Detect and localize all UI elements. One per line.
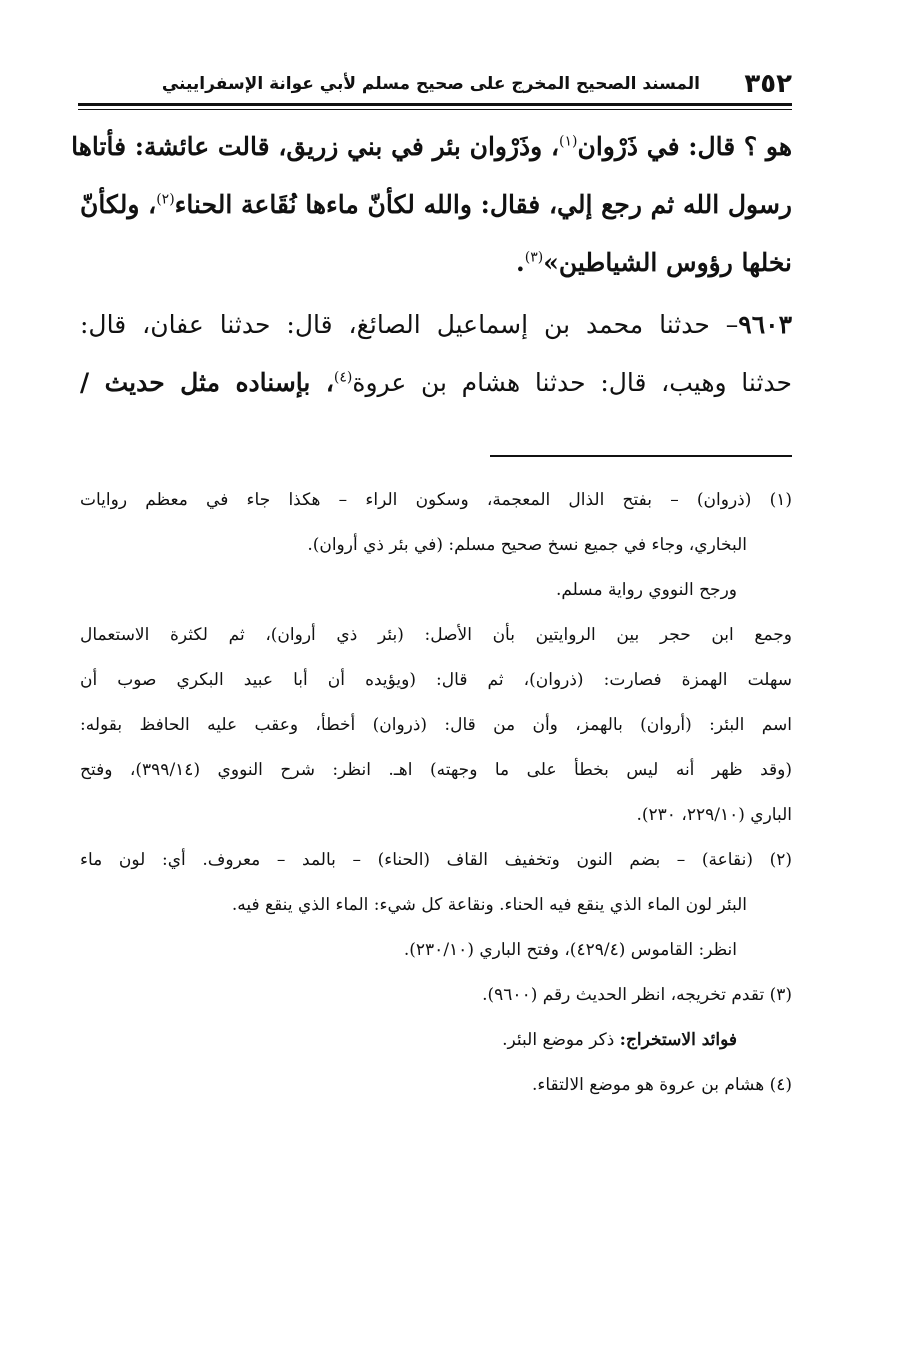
footnote-3-line-1: (٣) تقدم تخريجه، انظر الحديث رقم (٩٦٠٠). (482, 985, 792, 1005)
footnote-1-line-7: (وقد ظهر أنه ليس بخطأ على ما وجهته) اهـ. انظر: شرح النووي (٣٩٩/١٤)، وفتح (80, 760, 792, 780)
footnote-1-line-3: ورجح النووي رواية مسلم. (555, 580, 737, 600)
main-line-3 (80, 234, 792, 292)
footnote-4-line-1: (٤) هشام بن عروة هو موضع الالتقاء. (531, 1075, 792, 1095)
main-line-5-a: حدثنا وهيب، قال: حدثنا هشام بن عروة (352, 368, 792, 397)
istikhraj-benefits-label: فوائد الاستخراج: (619, 1030, 737, 1050)
main-line-3-b: . (516, 248, 525, 277)
running-title: المسند الصحيح المخرج على صحيح مسلم لأبي عوانة الإسفراييني (161, 74, 700, 94)
main-line-1-a: هو ؟ قال: في ذَرْوان (577, 132, 792, 161)
main-line-4-text: – حدثنا محمد بن إسماعيل الصائغ، قال: حدثنا عفان، قال: (80, 310, 739, 339)
main-line-2-b: ، ولكأنّ (79, 190, 157, 219)
footnote-1-line-2: البخاري، وجاء في جميع نسخ صحيح مسلم: (في بئر ذي أروان). (307, 535, 747, 555)
header-rule-thin (78, 109, 792, 110)
main-line-5-b: ، بإسناده مثل حديث / (80, 368, 334, 397)
main-line-1 (71, 118, 792, 176)
footnote-ref-2: (٢) (156, 191, 175, 208)
footnote-2-line-1: (٢) (نقاعة) – بضم النون وتخفيف القاف (الحناء) – بالمد – معروف. أي: لون ماء (80, 850, 792, 870)
main-line-2 (80, 176, 792, 234)
footnote-1-line-8: الباري (٢٢٩/١٠، ٢٣٠). (636, 805, 792, 825)
main-line-4 (80, 296, 792, 354)
page-number: ٣٥٢ (744, 69, 792, 99)
footnote-ref-1: (١) (559, 133, 578, 150)
footnote-1-line-6: اسم البئر: (أروان) بالهمز، وأن من قال: (ذروان) أخطأ، وعقب عليه الحافظ بقوله: (80, 715, 792, 735)
hadith-number: ٩٦٠٣ (738, 310, 792, 339)
footnotes (80, 478, 792, 1108)
footnote-separator (490, 455, 792, 457)
main-line-3-a: نخلها رؤوس الشياطين» (543, 248, 792, 277)
footnote-2-line-3: انظر: القاموس (٤٢٩/٤)، وفتح الباري (٢٣٠/١٠). (403, 940, 737, 960)
main-line-1-b: ، وذَرْوان بئر في بني زريق، قالت عائشة: فأتاها (71, 132, 560, 161)
footnote-ref-3: (٣) (524, 249, 544, 266)
footnote-ref-4: (٤) (333, 369, 353, 386)
footnote-2-line-2: البئر لون الماء الذي ينقع فيه الحناء. ونقاعة كل شيء: الماء الذي ينقع فيه. (231, 895, 747, 915)
footnote-3-line-2 (80, 1018, 792, 1063)
main-line-2-a: رسول الله ثم رجع إلي، فقال: والله لكأنّ ماءها نُقَاعة الحناء (174, 190, 792, 219)
main-text (71, 118, 792, 412)
istikhraj-benefits-text: ذكر موضع البئر. (502, 1030, 620, 1050)
header-rule-thick (78, 103, 792, 106)
footnote-1-line-1: (١) (ذروان) – بفتح الذال المعجمة، وسكون الراء – هكذا جاء في معظم روايات (80, 490, 792, 510)
footnote-1-line-5: سهلت الهمزة فصارت: (ذروان)، ثم قال: (ويؤيده أن أبا عبيد البكري صوب أن (80, 670, 792, 690)
main-line-5 (80, 354, 792, 412)
page-header (78, 68, 792, 100)
footnote-1-line-4: وجمع ابن حجر بين الروايتين بأن الأصل: (بئر ذي أروان)، ثم لكثرة الاستعمال (80, 625, 792, 645)
